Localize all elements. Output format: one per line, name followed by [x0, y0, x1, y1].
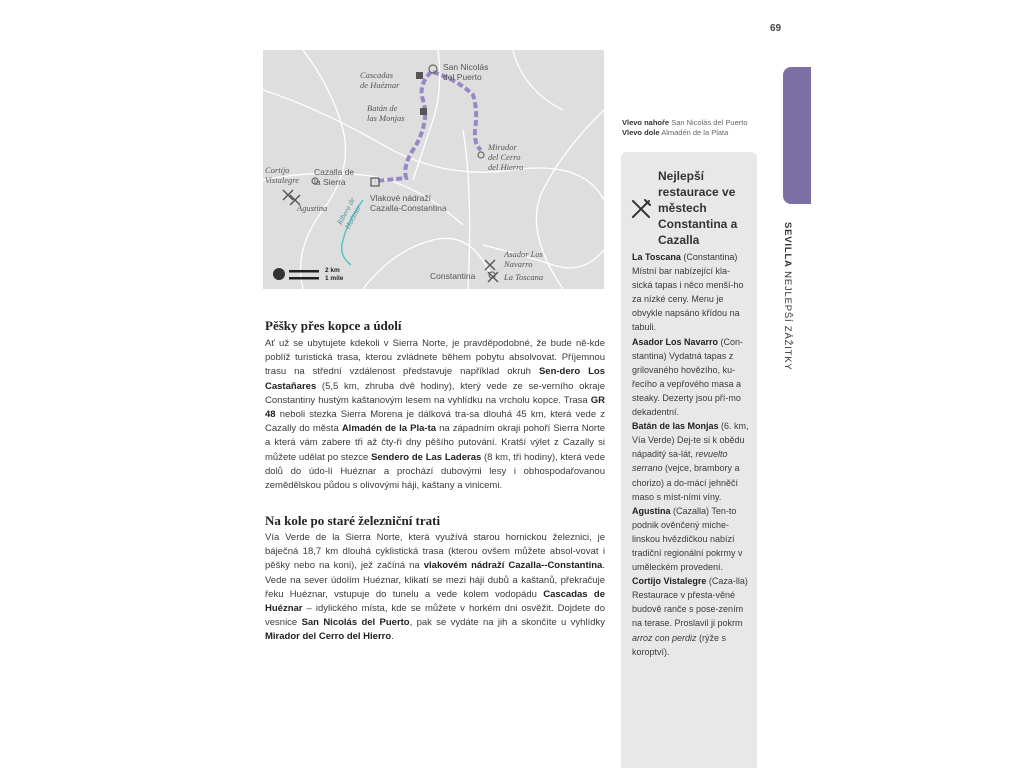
restaurant-name: Agustina [632, 505, 671, 516]
text-run: (8 km, tři hodiny), která vede dolů do údo-lí Huéznar a prochází dubovými lesy i obhospodařovanou zemědělskou půdou s olivovými háji, kaštany a vinicemi. [265, 451, 605, 492]
text-run: neboli stezka Sierra Morena je dálková tra-sa dlouhá 45 km, která vede z Cazally do města [265, 409, 605, 435]
restaurant-name: Cortijo Vistalegre [632, 576, 707, 587]
dish-name: revuelto serrano [632, 449, 728, 474]
highlight-run: vlakovém nádraží Cazalla--Constantina [423, 560, 603, 572]
highlight-run: Sendero de Las Laderas [371, 451, 482, 463]
restaurant-description: (rýže s koroptví). [632, 632, 727, 657]
restaurant-entry [632, 419, 750, 504]
restaurant-entry [632, 250, 750, 335]
map-road [363, 238, 493, 289]
restaurant-entry [632, 335, 750, 420]
text-run: , pak se vydáte na jih a skončíte u vyhlídky [409, 617, 606, 629]
map-label-agustina: Agustina [297, 203, 328, 213]
highlight-run: Mirador del Cerro del Hierro [265, 631, 392, 643]
map-label-constantina: Constantina [430, 271, 476, 281]
photo-caption [622, 118, 762, 138]
map-road [483, 245, 604, 268]
caption-text-top: San Nicolás del Puerto [671, 118, 748, 127]
caption-text-bottom: Almadén de la Plata [661, 128, 729, 137]
caption-label-bottom: Vlevo dole [622, 128, 660, 137]
section-name: SEVILLA [782, 222, 793, 268]
text-run: na západním okraji pohoří Sierra Norte a která vám zabere tři až čty-ři dny pěšího putování. Kratší výlet z Cazally si můžete udělat po stezce [265, 423, 605, 463]
section-body-cycling [265, 531, 605, 645]
map-label-mirador: Mirador del Cerro del Hierro [488, 142, 524, 172]
highlight-run: Cascadas de Huéznar [265, 588, 605, 615]
map-label-cortijo: Cortijo Vistalegre [265, 165, 299, 185]
restaurant-description: (6. km, Vía Verde) Dej-te si k obědu nápaditý sa-lát, [632, 421, 749, 460]
map-label-la-toscana: La Toscana [504, 272, 544, 282]
map-logo-icon [273, 268, 285, 280]
route-line-east [433, 72, 481, 150]
restaurant-description: (Cazalla) Ten-to podnik ověnčený miche-linskou hvězdičkou nabízí tradiční regionální pokrmy v uměleckém provedení. [632, 505, 743, 573]
chapter-label [782, 222, 793, 371]
restaurant-name: La Toscana [632, 252, 681, 262]
map-road [536, 110, 604, 289]
subsection-name: NEJLEPŠÍ ZÁŽITKY [782, 271, 793, 371]
waterfall-icon [416, 72, 427, 115]
route-map [263, 50, 604, 289]
text-run: . [391, 631, 394, 643]
page-number: 69 [770, 23, 782, 34]
restaurant-name: Asador Los Navarro [632, 336, 719, 347]
highlight-run: Almadén de la Pla-ta [341, 423, 437, 435]
text-run: Ať už se ubytujete kdekoli v Sierra Norte, je pravděpodobné, že bude ně-kde poblíž turistická trasa, kterou zvládnete během pobytu absolvovat. Příjemnou trasu na střední vzdálenost představuje například okruh [265, 338, 605, 378]
text-run: Vía Verde de la Sierra Norte, která využívá starou hornickou železnici, je báječná 18,7 km dlouhá cyklistická trasa (kterou ovšem můžete absol-vovat i pěšky nebo na koni), jež začíná na [265, 532, 605, 572]
chapter-tab [783, 67, 811, 204]
map-label-station: Vlakové nádraží Cazalla-Constantina [370, 193, 447, 213]
scale-label-km: 2 km [325, 267, 340, 274]
caption-line-bottom [622, 128, 762, 138]
map-label-cascadas: Cascadas de Huéznar [360, 70, 400, 90]
map-label-san-nicolas: San Nicolás del Puerto [443, 62, 489, 82]
map-road [513, 50, 563, 110]
mirador-marker [478, 152, 484, 158]
dish-name: arroz con perdiz [632, 632, 697, 643]
map-road [463, 130, 470, 289]
sidebar-title: Nejlepší restaurace ve městech Constantina a Cazalla [658, 169, 738, 247]
map-label-batan: Batán de las Monjas [367, 103, 405, 123]
fork-knife-icon [630, 198, 652, 220]
restaurant-entry [632, 574, 750, 659]
restaurant-description: (Caza-lla) Restaurace v přesta-věné budově ranče s pose-zením na terase. Proslavil ji pokrm [632, 576, 748, 629]
scale-bar-mile [289, 277, 319, 280]
restaurant-description: (vejce, brambory a chorizo) a do-mácí jehněčí maso s míst-ními víny. [632, 463, 740, 502]
map-label-river: Ribera de Huéznar [335, 196, 364, 231]
section-heading-cycling: Na kole po staré železniční trati [265, 513, 441, 528]
restaurant-list [632, 250, 750, 659]
scale-label-mile: 1 mile [325, 275, 344, 282]
san-nicolas-marker [429, 65, 437, 73]
highlight-run: GR 48 [265, 394, 605, 421]
text-run: . Vede na sever údolím Huéznar, klikatí se mezi háji dubů a kaštanů, překračuje řeku Huéznar, vstupuje do tunelu a vede kolem vodopádu [265, 560, 605, 600]
text-run: (5,5 km, zhruba dvě hodiny), který vede ze se-verního okraje Constantiny hustým kaštanovým lesem na vyhlídku na vrcholu kopce. Trasa [265, 380, 605, 406]
section-body-hiking [265, 337, 605, 493]
highlight-run: San Nicolás del Puerto [301, 617, 410, 629]
restaurant-entry [632, 504, 750, 574]
caption-label-top: Vlevo nahoře [622, 118, 670, 127]
map-label-cazalla: Cazalla de la Sierra [314, 167, 355, 187]
highlight-run: Sen-dero Los Castañares [265, 366, 605, 392]
section-heading-hiking: Pěšky přes kopce a údolí [265, 318, 402, 333]
scale-bar-km [289, 270, 319, 273]
restaurant-description: (Con-stantina) Vydatná tapas z grilovaného hovězího, ku-řecího a vepřového masa a steaky. Dezerty jsou pří-mo dekadentní. [632, 336, 744, 418]
caption-line-top [622, 118, 762, 128]
text-run: – idylického místa, kde se můžete v horkém dni osvěžit. Dojdete do vesnice [265, 603, 605, 629]
map-label-asador: Asador Los Navarro [504, 249, 543, 269]
restaurant-description: (Constantina) Místní bar nabízející kla-sická tapas i něco menší-ho za nízké ceny. Menu je obvykle napsáno křídou na tabuli. [632, 252, 744, 333]
restaurant-name: Batán de las Monjas [632, 421, 719, 432]
